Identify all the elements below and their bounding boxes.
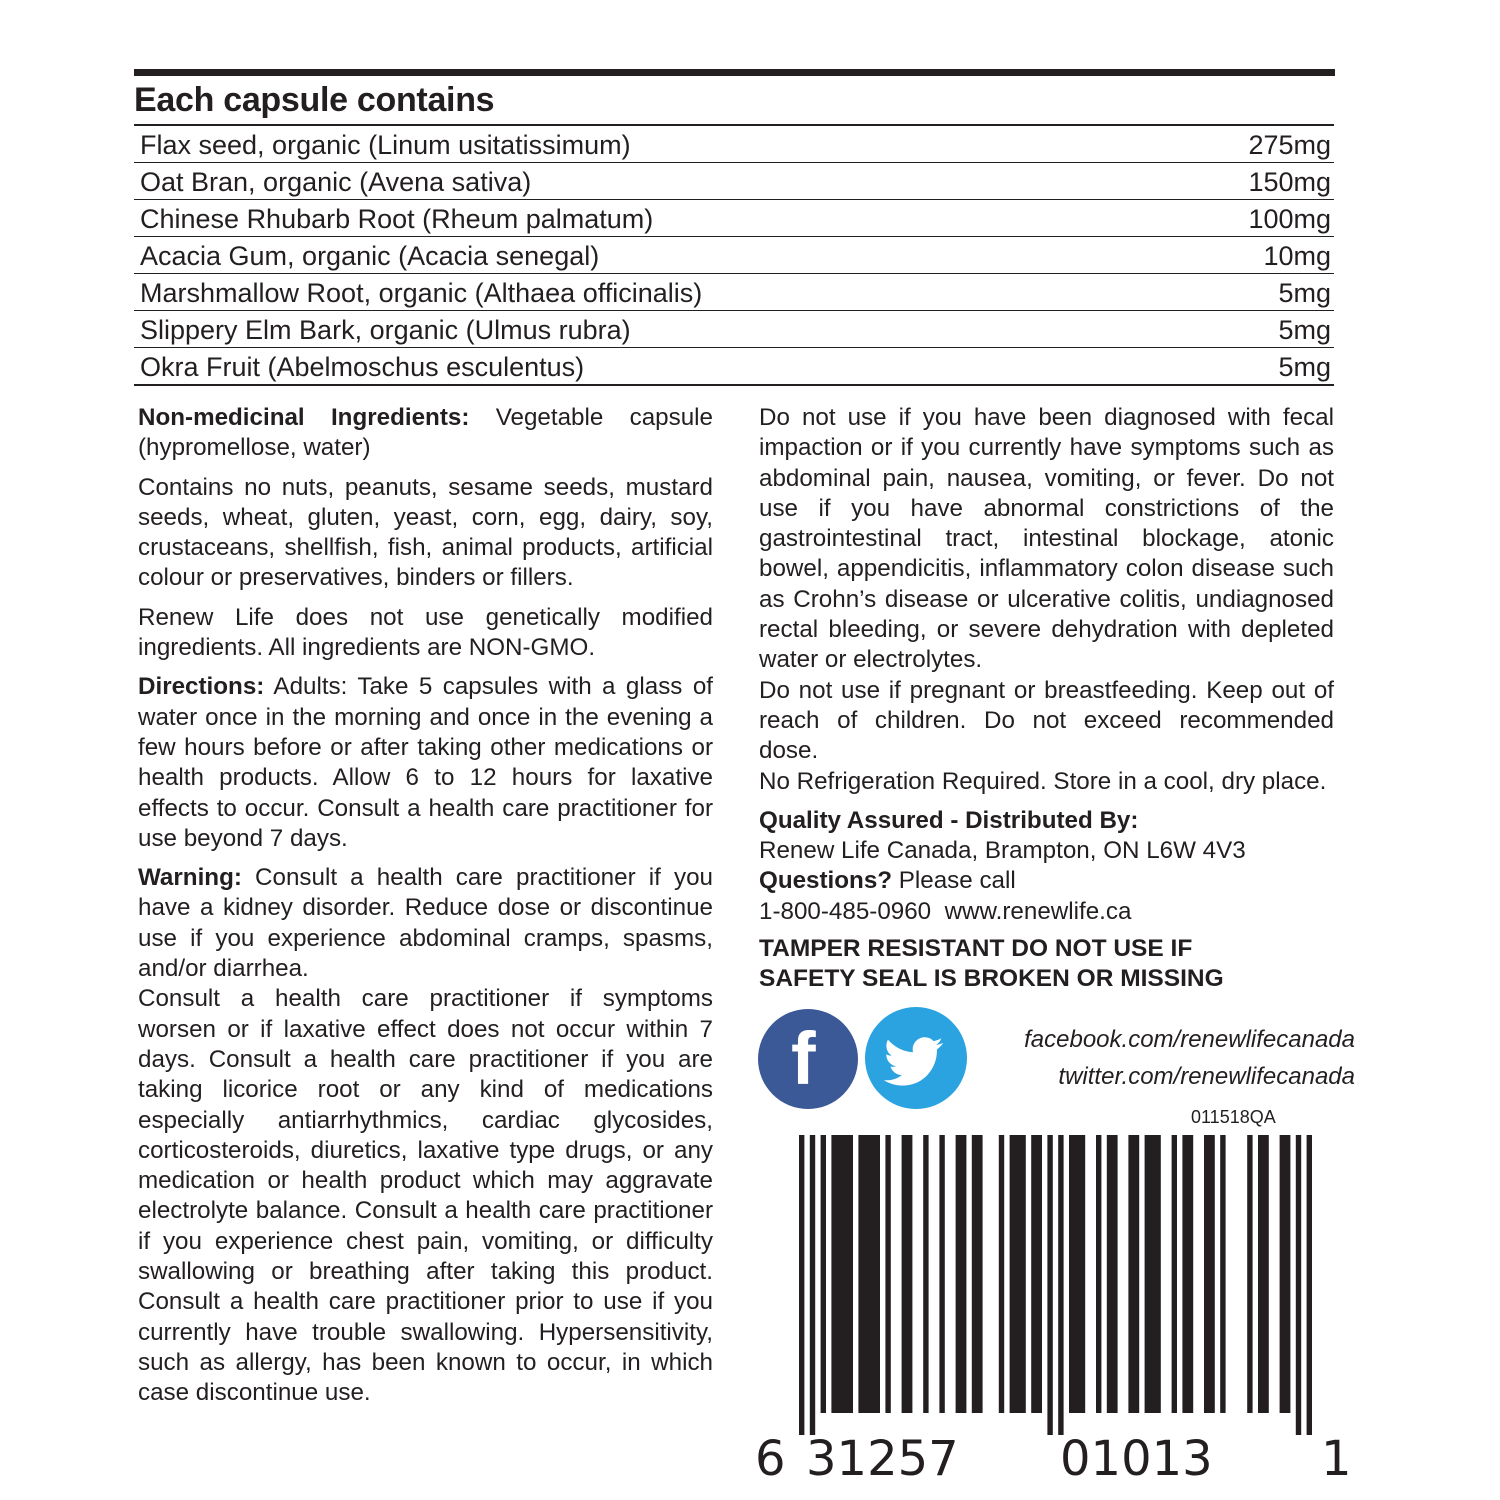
barcode-bar: [1047, 1135, 1052, 1435]
website-link[interactable]: www.renewlife.ca: [944, 897, 1132, 925]
phone-number: 1-800-485-0960: [759, 897, 932, 925]
barcode-bar: [1280, 1135, 1291, 1413]
warning-text: Consult a health care practitioner if you have a kidney disorder. Reduce dose or discontinue use if you experience abdominal cramps, spasms, and/or diarrhea.: [138, 864, 713, 983]
ingredient-name: Oat Bran, organic (Avena sativa): [140, 167, 532, 197]
facebook-glyph: f: [791, 1017, 816, 1100]
twitter-bird-icon: [865, 1007, 967, 1109]
ingredient-amount: 5mg: [1278, 278, 1331, 308]
nonmedicinal-paragraph: [138, 403, 713, 464]
allergen-statement: Contains no nuts, peanuts, sesame seeds, mustard seeds, wheat, gluten, yeast, corn, egg, dairy, soy, crustaceans, shellfish, fish, animal products, artificial colour or preservatives, binders or fillers.: [138, 473, 713, 592]
barcode-bar: [1296, 1135, 1301, 1435]
barcode-bar: [1031, 1135, 1042, 1413]
barcode-bar: [1096, 1135, 1101, 1413]
top-rule: [134, 69, 1335, 76]
barcode-bar: [1258, 1135, 1269, 1413]
directions-paragraph: [138, 672, 713, 854]
distributor-address: Renew Life Canada, Brampton, ON L6W 4V3: [759, 837, 1246, 865]
warning-paragraph: [138, 863, 713, 984]
distributor-block: [759, 806, 1334, 927]
ingredient-name: Okra Fruit (Abelmoschus esculentus): [140, 352, 585, 382]
lot-code: 011518QA: [1191, 1107, 1276, 1127]
left-column: [138, 403, 713, 1409]
ingredients-table: [134, 124, 1334, 386]
ingredient-amount: 150mg: [1248, 167, 1331, 197]
barcode-bar: [1247, 1135, 1252, 1413]
barcode-bar: [1307, 1135, 1312, 1435]
barcode-bar: [1145, 1135, 1161, 1413]
nonmedicinal-text: Vegetable capsule (hypromellose, water): [138, 404, 714, 462]
questions-text: Please call: [892, 867, 1016, 895]
twitter-link[interactable]: twitter.com/renewlifecanada: [1058, 1063, 1355, 1090]
facebook-icon[interactable]: [758, 1009, 858, 1109]
barcode-bar: [810, 1135, 815, 1435]
right-column: [759, 403, 1334, 927]
tamper-line: TAMPER RESISTANT DO NOT USE IF: [759, 935, 1193, 962]
barcode-bar: [902, 1135, 913, 1413]
barcode-right-digits: 01013: [1060, 1431, 1213, 1487]
barcode-bar: [1010, 1135, 1026, 1413]
nonmedicinal-label: Non-medicinal Ingredients:: [138, 404, 470, 431]
barcode-bar: [939, 1135, 944, 1413]
warning-continued: Consult a health care practitioner if symptoms worsen or if laxative effect does not occur within 7 days. Consult a health care practitioner if you are taking licorice root or any kind of medications especially antiarrhythmics, cardiac glycosides, corticosteroids, diuretics, laxative type drugs, or any medication or health product which may aggravate electrolyte balance. Consult a health care practitioner if you experience chest pain, vomiting, or difficulty swallowing or breathing after taking this product. Consult a health care practitioner prior to use if you currently have trouble swallowing. Hypersensitivity, such as allergy, has been known to occur, in which case discontinue use.: [138, 985, 713, 1407]
table-row: [134, 274, 1334, 311]
gmo-statement: Renew Life does not use genetically modified ingredients. All ingredients are NON-GMO.: [138, 603, 713, 662]
barcode-bar: [1128, 1135, 1139, 1413]
directions-text: Adults: Take 5 capsules with a glass of water once in the morning and once in the evening a few hours before or after taking other medications or health products. Allow 6 to 12 hours for laxative effects to occur. Consult a health care practitioner for use beyond 7 days.: [138, 673, 713, 852]
ingredient-name: Marshmallow Root, organic (Althaea officinalis): [140, 278, 703, 308]
ingredient-name: Acacia Gum, organic (Acacia senegal): [140, 241, 600, 271]
table-row: [134, 311, 1334, 348]
questions-label: Questions?: [759, 867, 893, 895]
ingredient-amount: 10mg: [1263, 241, 1331, 271]
warning-label: Warning:: [138, 864, 242, 892]
barcode: [755, 1135, 1352, 1487]
directions-label: Directions:: [138, 673, 265, 701]
ingredient-amount: 5mg: [1278, 352, 1331, 382]
ingredient-amount: 100mg: [1248, 204, 1331, 234]
barcode-bar: [1069, 1135, 1085, 1413]
twitter-icon[interactable]: [865, 1007, 967, 1109]
table-row: [134, 163, 1334, 200]
barcode-bar: [972, 1135, 983, 1413]
ingredients-heading: Each capsule contains: [134, 81, 495, 119]
table-row: [134, 348, 1334, 386]
ingredient-name: Flax seed, organic (Linum usitatissimum): [140, 130, 631, 160]
barcode-bar: [1058, 1135, 1063, 1435]
ingredient-amount: 275mg: [1248, 130, 1331, 160]
barcode-left-digits: 31257: [806, 1431, 959, 1487]
pregnancy-warning: Do not use if pregnant or breastfeeding. Keep out of reach of children. Do not exceed recommended dose.: [759, 676, 1334, 765]
barcode-bar: [858, 1135, 880, 1413]
barcode-bar: [923, 1135, 928, 1413]
barcode-bar: [1107, 1135, 1118, 1413]
barcode-bars: [799, 1135, 1312, 1435]
barcode-last-digit: 1: [1321, 1431, 1352, 1487]
barcode-bar: [956, 1135, 967, 1413]
table-row: [134, 237, 1334, 274]
barcode-bar: [1172, 1135, 1177, 1413]
contraindications-text: Do not use if you have been diagnosed with fecal impaction or if you currently have symptoms such as abdominal pain, nausea, vomiting, or fever. Do not use if you have abnormal constrictions of the gastrointestinal tract, intestinal blockage, atonic bowel, appendicitis, inflammatory colon disease such as Crohn’s disease or ulcerative colitis, undiagnosed rectal bleeding, or severe dehydration with depleted water or electrolytes.: [759, 404, 1334, 674]
table-row: [134, 200, 1334, 237]
barcode-bar: [799, 1135, 804, 1435]
barcode-bar: [821, 1135, 826, 1413]
storage-text: No Refrigeration Required. Store in a cool, dry place.: [759, 767, 1327, 795]
table-row: [134, 126, 1334, 163]
tamper-line: SAFETY SEAL IS BROKEN OR MISSING: [759, 965, 1224, 992]
barcode-bar: [1220, 1135, 1225, 1413]
ingredient-amount: 5mg: [1278, 315, 1331, 345]
barcode-bar: [999, 1135, 1004, 1413]
ingredient-name: Slippery Elm Bark, organic (Ulmus rubra): [140, 315, 631, 345]
social-links: [970, 1021, 1355, 1095]
barcode-first-digit: 6: [755, 1431, 786, 1487]
barcode-bar: [1204, 1135, 1215, 1413]
barcode-bar: [885, 1135, 890, 1413]
barcode-bar: [831, 1135, 853, 1413]
tamper-warning: [759, 934, 1224, 994]
distributor-label: Quality Assured - Distributed By:: [759, 806, 1139, 834]
ingredient-name: Chinese Rhubarb Root (Rheum palmatum): [140, 204, 654, 234]
barcode-bar: [1182, 1135, 1193, 1413]
facebook-link[interactable]: facebook.com/renewlifecanada: [1024, 1026, 1355, 1053]
